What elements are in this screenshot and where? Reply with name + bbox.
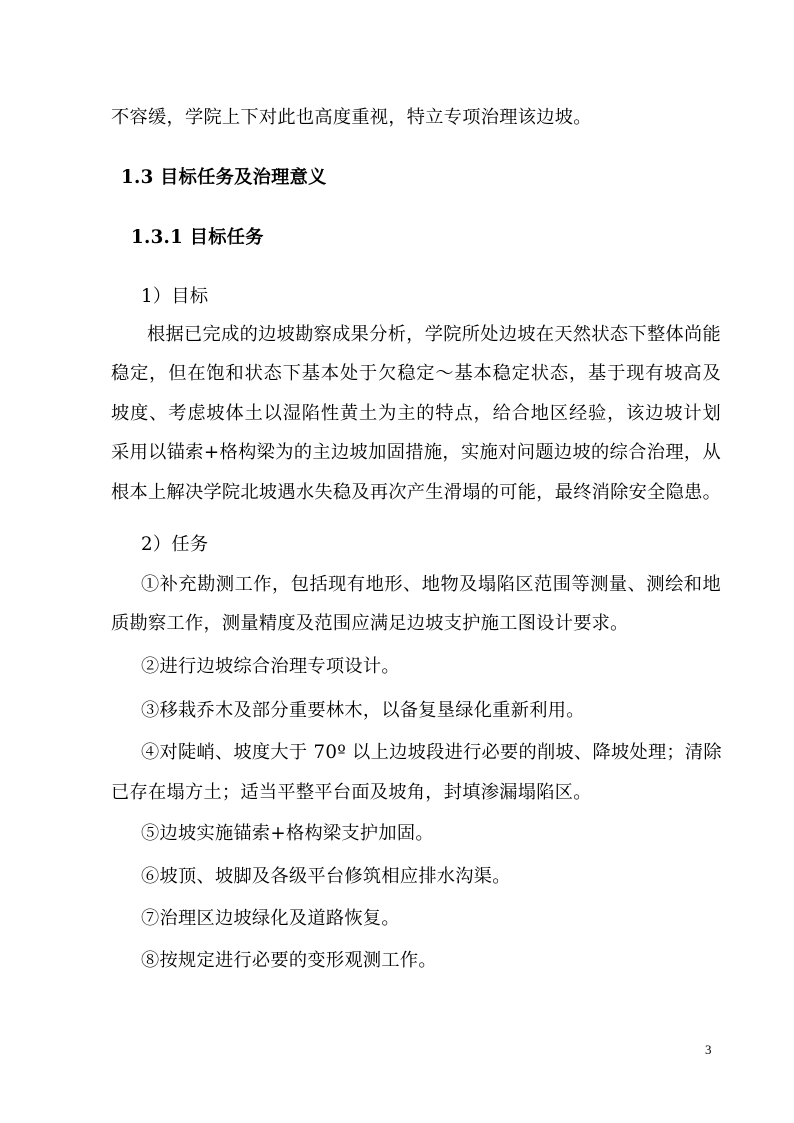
task-item-4-continuation: 已存在塌方土；适当平整平台面及坡角，封填渗漏塌陷区。	[111, 782, 592, 803]
page-number: 3	[705, 1042, 712, 1057]
paragraph-line: 坡度、考虑坡体土以湿陷性黄土为主的特点，给合地区经验，该边坡计划	[111, 403, 721, 424]
task-item-1-continuation: 质勘察工作，测量精度及范围应满足边坡支护施工图设计要求。	[111, 613, 629, 634]
task-item-4: ④对陡峭、坡度大于 70º 以上边坡段进行必要的削坡、降坡处理；清除	[141, 742, 722, 763]
task-item-1: ①补充勘测工作，包括现有地形、地物及塌陷区范围等测量、测绘和地	[141, 574, 721, 595]
paragraph-line: 根据已完成的边坡勘察成果分析，学院所处边坡在天然状态下整体尚能	[147, 324, 721, 345]
text-line-continuation: 不容缓，学院上下对此也高度重视，特立专项治理该边坡。	[111, 107, 592, 128]
subsection-heading-1-3-1: 1.3.1 目标任务	[131, 227, 264, 248]
task-item-5: ⑤边坡实施锚索+格构梁支护加固。	[141, 823, 434, 844]
section-heading-1-3: 1.3 目标任务及治理意义	[121, 167, 327, 188]
paragraph-line: 根本上解决学院北坡遇水失稳及再次产生滑塌的可能，最终消除安全隐患。	[111, 482, 722, 503]
item-heading-goal: 1）目标	[141, 286, 209, 307]
task-item-3: ③移栽乔木及部分重要林木，以备复垦绿化重新利用。	[141, 700, 585, 721]
task-item-7: ⑦治理区边坡绿化及道路恢复。	[141, 908, 400, 929]
task-item-6: ⑥坡顶、坡脚及各级平台修筑相应排水沟渠。	[141, 866, 511, 887]
task-item-8: ⑧按规定进行必要的变形观测工作。	[141, 950, 437, 971]
paragraph-line: 采用以锚索+格构梁为的主边坡加固措施，实施对问题边坡的综合治理，从	[111, 442, 721, 463]
paragraph-line: 稳定，但在饱和状态下基本处于欠稳定～基本稳定状态，基于现有坡高及	[111, 363, 721, 384]
item-heading-tasks: 2）任务	[141, 534, 209, 555]
task-item-2: ②进行边坡综合治理专项设计。	[141, 656, 400, 677]
